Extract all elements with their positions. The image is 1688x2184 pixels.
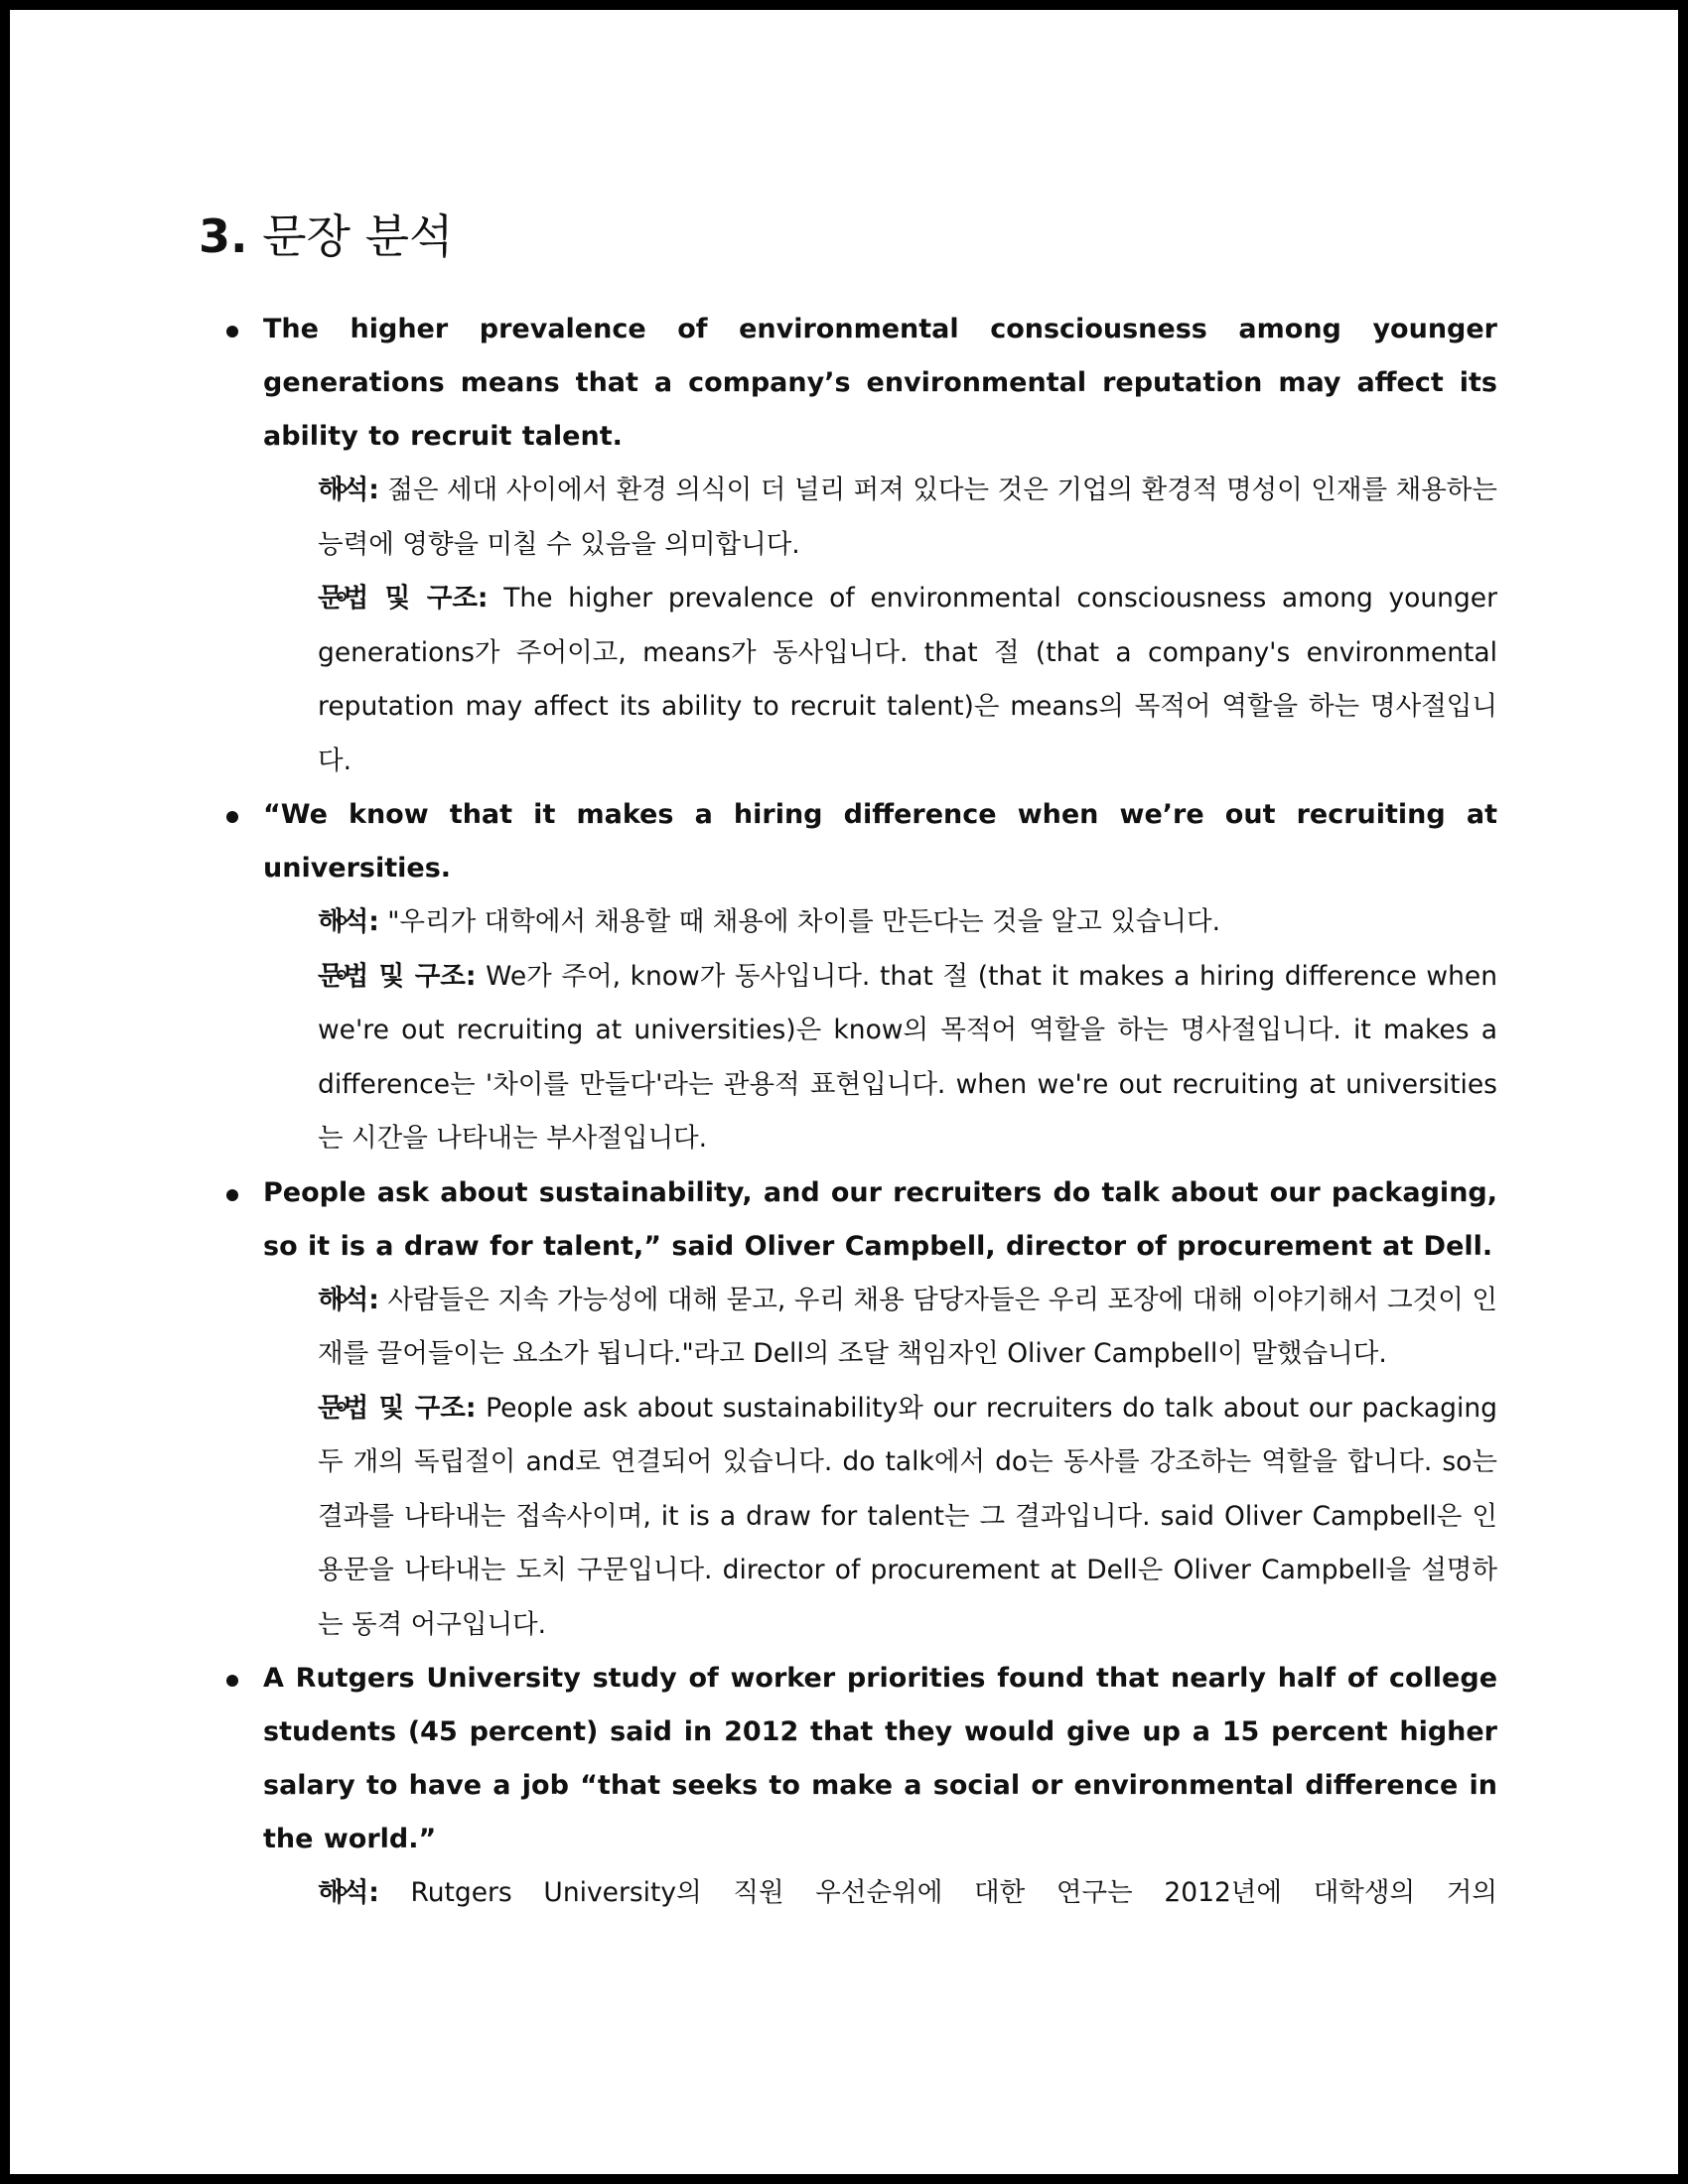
sentence-item	[209, 1652, 1497, 1866]
bullet-marker	[226, 811, 238, 823]
translation-item	[263, 464, 1497, 572]
grammar-item	[263, 950, 1497, 1166]
bullet-marker	[226, 1675, 238, 1687]
sentence-subitems	[263, 1866, 1497, 1921]
sentence-item	[209, 1166, 1497, 1274]
translation-item	[263, 1274, 1497, 1382]
grammar-text: We가 주어, know가 동사입니다. that 절 (that it makes a hiring difference when we're out recruiting at universities)은 know의 목적어 역할을 하는 명사절입니다. it makes a difference는 '차이를 만들다'라는 관용적 표현입니다. when we're out recruiting at universities는 시간을 나타내는 부사절입니다.	[318, 960, 1497, 1154]
sentence-analysis-list	[209, 303, 1497, 1921]
translation-item	[263, 895, 1497, 950]
translation-text: Rutgers University의 직원 우선순위에 대한 연구는 2012년에 대학생의 거의	[410, 1877, 1497, 1908]
translation-label: 해석:	[318, 475, 379, 505]
sub-bullet-marker	[337, 1294, 347, 1303]
translation-item	[263, 1866, 1497, 1921]
sentence-item	[209, 303, 1497, 464]
grammar-text: People ask about sustainability와 our recruiters do talk about our packaging 두 개의 독립절이 and로 연결되어 있습니다. do talk에서 do는 동사를 강조하는 역할을 합니다. so는 결과를 나타내는 접속사이며, it is a draw for talent는 그 결과입니다. said Oliver Campbell은 인용문을 나타내는 도치 구문입니다. director of procurement at Dell은 Oliver Campbell을 설명하는 동격 어구입니다.	[318, 1392, 1497, 1640]
section-heading	[199, 208, 453, 264]
sub-bullet-marker	[337, 1402, 347, 1412]
translation-text: 사람들은 지속 가능성에 대해 묻고, 우리 채용 담당자들은 우리 포장에 대해 이야기해서 그것이 인재를 끌어들이는 요소가 됩니다."라고 Dell의 조달 책임자인 Oliver Campbell이 말했습니다.	[318, 1284, 1497, 1369]
sentence-subitems	[263, 1274, 1497, 1653]
grammar-text: The higher prevalence of environmental consciousness among younger generations가 주어이고, means가 동사입니다. that 절 (that a company's environmental reputation may affect its ability to recruit talent)은 means의 목적어 역할을 하는 명사절입니다.	[318, 583, 1497, 776]
sub-bullet-marker	[337, 915, 347, 925]
translation-label: 해석:	[318, 1284, 379, 1315]
section-title: 문장 분석	[262, 209, 454, 263]
document-page	[10, 10, 1678, 2174]
sentence-text: “We know that it makes a hiring difference when we’re out recruiting at universities.	[263, 799, 1497, 884]
bullet-marker	[226, 326, 238, 338]
translation-label: 해석:	[318, 1877, 379, 1908]
translation-text: "우리가 대학에서 채용할 때 채용에 차이를 만든다는 것을 알고 있습니다.	[387, 906, 1221, 937]
grammar-label: 문법 및 구조:	[318, 1392, 477, 1424]
sentence-subitems	[263, 895, 1497, 1166]
translation-text: 젊은 세대 사이에서 환경 의식이 더 널리 퍼져 있다는 것은 기업의 환경적 명성이 인재를 채용하는 능력에 영향을 미칠 수 있음을 의미합니다.	[318, 475, 1497, 560]
sub-bullet-marker	[337, 592, 347, 602]
sentence-subitems	[263, 464, 1497, 788]
sub-bullet-marker	[337, 483, 347, 493]
grammar-label: 문법 및 구조:	[318, 960, 477, 992]
grammar-label: 문법 및 구조:	[318, 583, 489, 614]
sentence-text: People ask about sustainability, and our recruiters do talk about our packaging, so it is a draw for talent,” said Oliver Campbell, director of procurement at Dell.	[263, 1176, 1497, 1262]
translation-label: 해석:	[318, 906, 379, 937]
sentence-item	[209, 788, 1497, 895]
sentence-text: The higher prevalence of environmental consciousness among younger generations means that a company’s environmental reputation may affect its ability to recruit talent.	[263, 314, 1497, 452]
grammar-item	[263, 572, 1497, 788]
sub-bullet-marker	[337, 1886, 347, 1896]
sub-bullet-marker	[337, 970, 347, 980]
bullet-marker	[226, 1189, 238, 1201]
section-number: 3.	[199, 209, 248, 263]
grammar-item	[263, 1382, 1497, 1653]
sentence-text: A Rutgers University study of worker priorities found that nearly half of college students (45 percent) said in 2012 that they would give up a 15 percent higher salary to have a job “that seeks to make a social or environmental difference in the world.”	[263, 1663, 1497, 1854]
